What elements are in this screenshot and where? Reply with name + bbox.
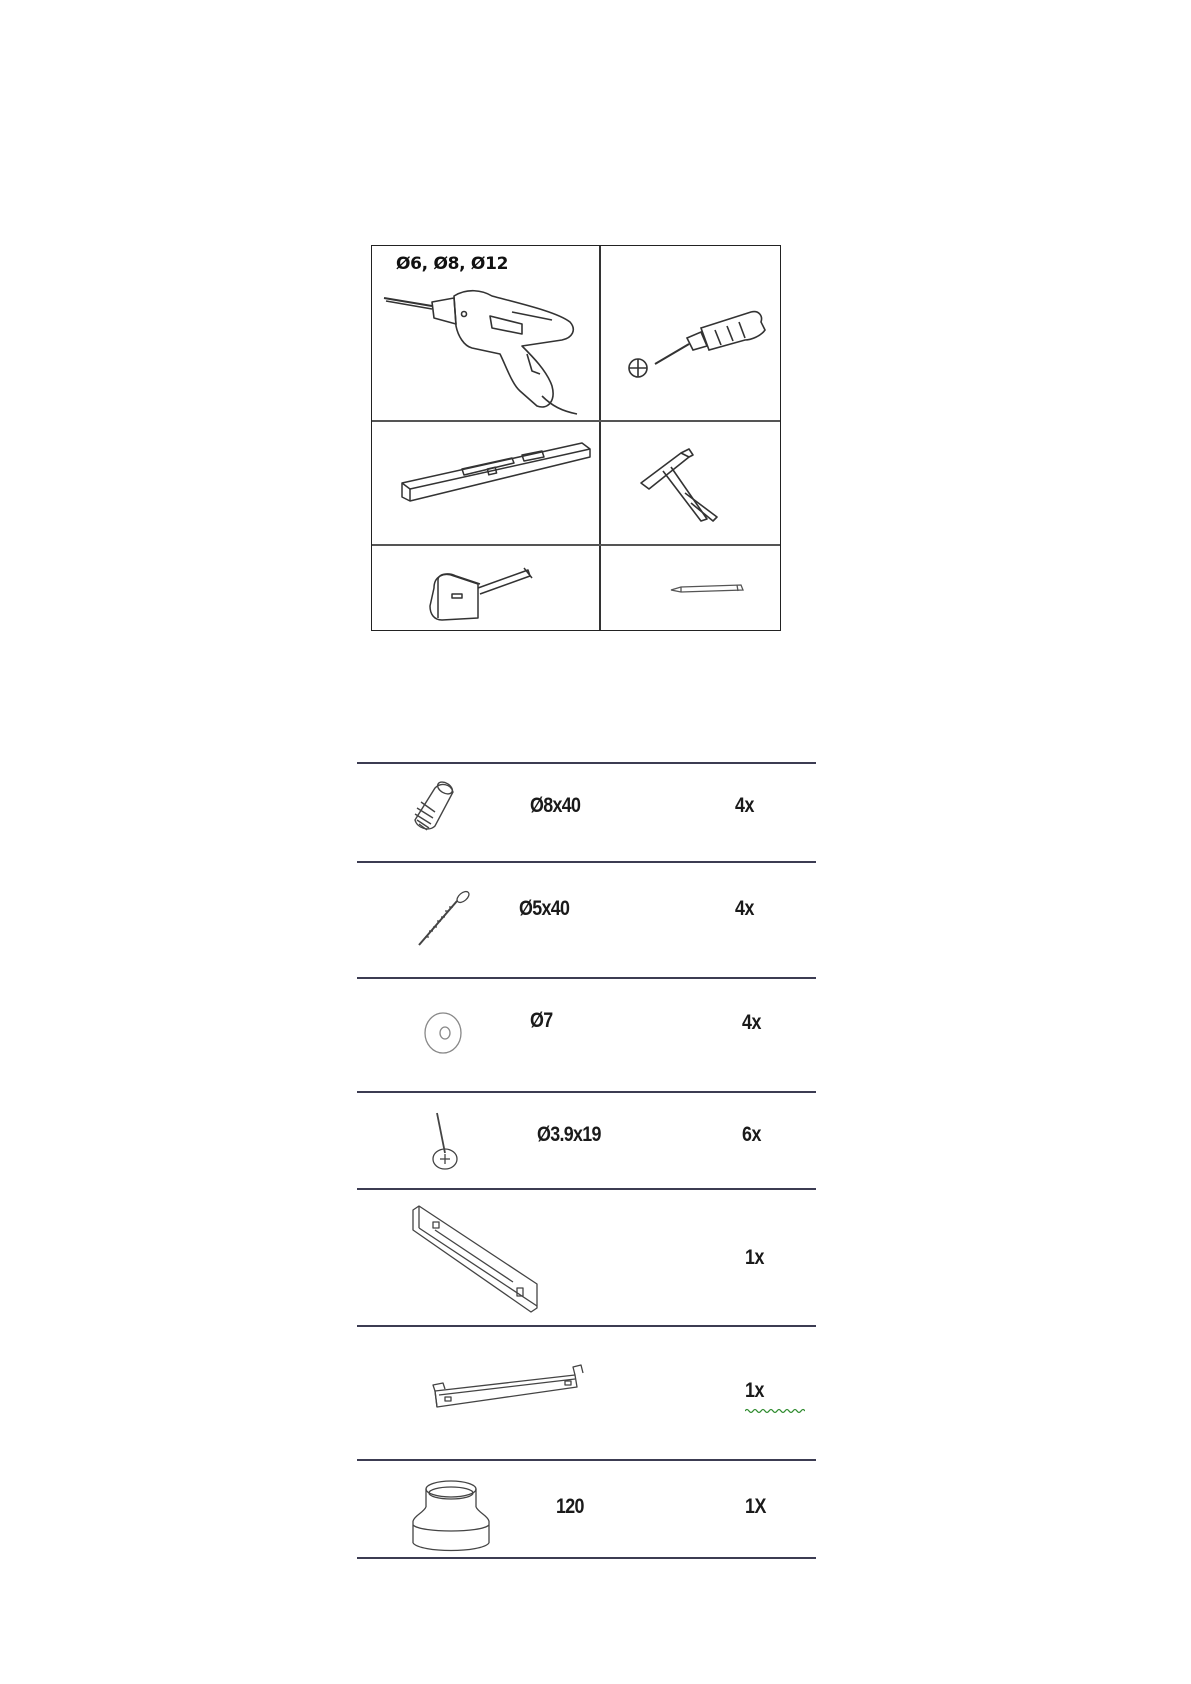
part-quantity: 4x	[735, 794, 755, 817]
duct-adapter-icon	[401, 1467, 501, 1557]
part-quantity: 4x	[735, 897, 755, 920]
part-size: Ø7	[530, 1009, 553, 1032]
part-quantity: 1X	[745, 1495, 766, 1518]
parts-list	[357, 762, 816, 1559]
part-row	[357, 1325, 816, 1459]
pencil-icon	[601, 546, 782, 632]
wall-plug-icon	[405, 778, 485, 848]
tool-cell-screwdriver	[601, 246, 782, 420]
tools-grid	[371, 245, 781, 631]
part-quantity: 6x	[742, 1123, 762, 1146]
power-drill-icon	[372, 246, 599, 420]
part-size: Ø3.9x19	[537, 1123, 601, 1146]
small-screw-icon	[415, 1107, 475, 1179]
hammer-icon	[601, 421, 782, 544]
part-size: Ø5x40	[519, 897, 570, 920]
part-row	[357, 977, 816, 1091]
washer-icon	[415, 1005, 475, 1065]
part-row	[357, 762, 816, 861]
part-row	[357, 1091, 816, 1188]
part-row	[357, 1459, 816, 1559]
part-size: Ø8x40	[530, 794, 581, 817]
drill-bit-sizes: Ø6, Ø8, Ø12	[396, 254, 509, 274]
part-quantity: 1x	[745, 1379, 765, 1402]
phillips-screwdriver-icon	[601, 246, 782, 420]
part-size: 120	[556, 1495, 584, 1518]
tool-cell-hammer	[601, 421, 782, 544]
part-quantity: 1x	[745, 1246, 765, 1269]
tape-measure-icon	[372, 546, 599, 632]
part-quantity: 4x	[742, 1011, 762, 1034]
tool-cell-drill	[372, 246, 599, 420]
hanging-rail-icon	[425, 1357, 595, 1427]
spirit-level-icon	[372, 421, 599, 544]
part-row	[357, 861, 816, 977]
spelling-underline	[745, 1407, 805, 1415]
wall-bracket-icon	[405, 1200, 545, 1320]
tool-cell-pencil	[601, 546, 782, 632]
tool-cell-level	[372, 421, 599, 544]
tool-cell-tape	[372, 546, 599, 632]
screw-icon	[405, 883, 485, 963]
part-row	[357, 1188, 816, 1325]
